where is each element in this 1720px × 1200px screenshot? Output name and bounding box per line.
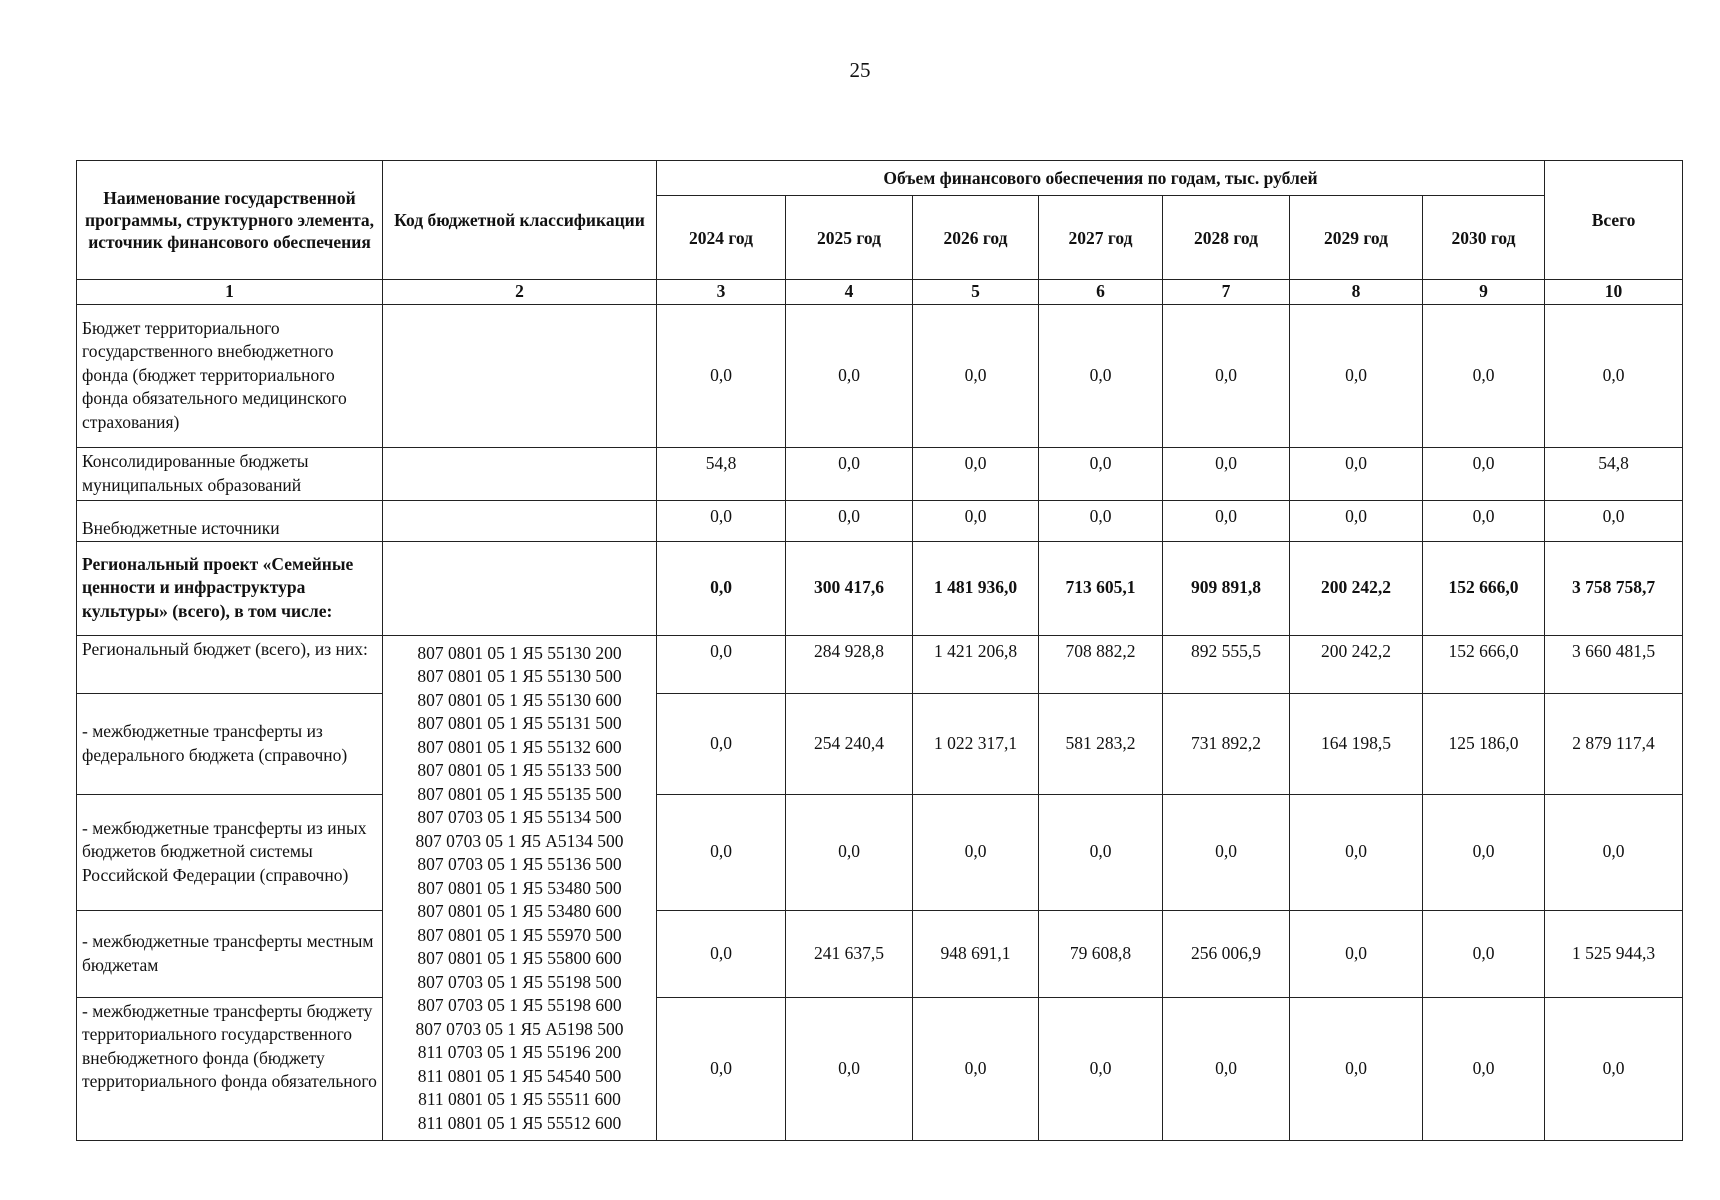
value-cell: 0,0 (1163, 500, 1290, 541)
value-cell: 125 186,0 (1423, 693, 1545, 794)
value-cell: 0,0 (1290, 997, 1423, 1140)
value-cell: 0,0 (1545, 500, 1683, 541)
value-cell: 0,0 (657, 997, 786, 1140)
code-cell (383, 541, 657, 635)
column-number-row (77, 280, 1683, 305)
budget-code: 807 0703 05 1 Я5 А5134 500 (415, 830, 624, 851)
header-year: 2030 год (1423, 196, 1545, 280)
code-cell (383, 304, 657, 447)
budget-code: 807 0703 05 1 Я5 55134 500 (417, 807, 622, 828)
budget-codes-list (388, 640, 651, 1136)
value-cell: 0,0 (1290, 794, 1423, 910)
value-cell: 0,0 (657, 635, 786, 693)
value-cell: 0,0 (1039, 500, 1163, 541)
value-cell: 0,0 (1290, 500, 1423, 541)
budget-code: 807 0703 05 1 Я5 55198 600 (417, 995, 622, 1016)
value-cell: 152 666,0 (1423, 635, 1545, 693)
value-cell: 200 242,2 (1290, 541, 1423, 635)
row-name: Региональный бюджет (всего), из них: (77, 635, 383, 693)
value-cell: 0,0 (1423, 997, 1545, 1140)
value-cell: 0,0 (786, 794, 913, 910)
value-cell: 0,0 (657, 541, 786, 635)
value-cell: 0,0 (1545, 794, 1683, 910)
value-cell: 0,0 (1423, 304, 1545, 447)
value-cell: 0,0 (1423, 500, 1545, 541)
value-cell: 2 879 117,4 (1545, 693, 1683, 794)
row-name: - межбюджетные трансферты из иных бюджетов бюджетной системы Российской Федерации (справочно) (77, 794, 383, 910)
value-cell: 0,0 (1163, 304, 1290, 447)
value-cell: 54,8 (657, 447, 786, 500)
value-cell: 0,0 (657, 794, 786, 910)
column-number: 4 (786, 280, 913, 305)
row-name: - межбюджетные трансферты местным бюджетам (77, 910, 383, 997)
value-cell: 0,0 (1163, 794, 1290, 910)
value-cell: 0,0 (657, 693, 786, 794)
value-cell: 1 481 936,0 (913, 541, 1039, 635)
value-cell: 1 525 944,3 (1545, 910, 1683, 997)
value-cell: 0,0 (786, 304, 913, 447)
value-cell: 0,0 (913, 794, 1039, 910)
budget-code: 807 0703 05 1 Я5 А5198 500 (415, 1018, 624, 1039)
row-name: Консолидированные бюджеты муниципальных образований (77, 447, 383, 500)
column-number: 1 (77, 280, 383, 305)
header-volume: Объем финансового обеспечения по годам, тыс. рублей (657, 161, 1545, 196)
header-year: 2027 год (1039, 196, 1163, 280)
budget-code: 807 0801 05 1 Я5 53480 600 (417, 901, 622, 922)
value-cell: 948 691,1 (913, 910, 1039, 997)
value-cell: 54,8 (1545, 447, 1683, 500)
budget-code: 807 0801 05 1 Я5 55131 500 (417, 713, 622, 734)
value-cell: 708 882,2 (1039, 635, 1163, 693)
budget-code: 807 0801 05 1 Я5 53480 500 (417, 877, 622, 898)
value-cell: 0,0 (786, 500, 913, 541)
table-row (77, 910, 1683, 997)
value-cell: 0,0 (1290, 447, 1423, 500)
table-row (77, 794, 1683, 910)
header-name-column: Наименование государственной программы, структурного элемента, источник финансового обеспечения (77, 161, 383, 280)
value-cell: 581 283,2 (1039, 693, 1163, 794)
row-name: Бюджет территориального государственного внебюджетного фонда (бюджет территориального фонда обязательного медицинского страхования) (77, 304, 383, 447)
table-row (77, 500, 1683, 541)
column-number: 5 (913, 280, 1039, 305)
value-cell: 0,0 (1039, 997, 1163, 1140)
row-name: - межбюджетные трансферты бюджету территориального государственного внебюджетного фонда (бюджету территориального фонда обязательного (77, 997, 383, 1140)
header-code-column: Код бюджетной классификации (383, 161, 657, 280)
value-cell: 892 555,5 (1163, 635, 1290, 693)
header-year: 2028 год (1163, 196, 1290, 280)
value-cell: 0,0 (1423, 794, 1545, 910)
budget-code: 807 0801 05 1 Я5 55130 200 (417, 642, 622, 663)
budget-code: 807 0801 05 1 Я5 55135 500 (417, 783, 622, 804)
code-cell (383, 447, 657, 500)
value-cell: 0,0 (913, 304, 1039, 447)
column-number: 7 (1163, 280, 1290, 305)
budget-code: 807 0801 05 1 Я5 55133 500 (417, 760, 622, 781)
value-cell: 0,0 (1039, 794, 1163, 910)
header-year: 2029 год (1290, 196, 1423, 280)
value-cell: 0,0 (786, 997, 913, 1140)
value-cell: 1 421 206,8 (913, 635, 1039, 693)
header-year: 2024 год (657, 196, 786, 280)
budget-code: 811 0801 05 1 Я5 55511 600 (418, 1089, 621, 1110)
column-number: 3 (657, 280, 786, 305)
value-cell: 3 758 758,7 (1545, 541, 1683, 635)
budget-code: 807 0801 05 1 Я5 55130 600 (417, 689, 622, 710)
table-row (77, 997, 1683, 1140)
value-cell: 0,0 (1423, 447, 1545, 500)
budget-code: 807 0703 05 1 Я5 55136 500 (417, 854, 622, 875)
table-row (77, 541, 1683, 635)
value-cell: 713 605,1 (1039, 541, 1163, 635)
value-cell: 300 417,6 (786, 541, 913, 635)
column-number: 10 (1545, 280, 1683, 305)
value-cell: 731 892,2 (1163, 693, 1290, 794)
column-number: 8 (1290, 280, 1423, 305)
column-number: 9 (1423, 280, 1545, 305)
page-number: 25 (849, 58, 871, 82)
header-year: 2025 год (786, 196, 913, 280)
value-cell: 1 022 317,1 (913, 693, 1039, 794)
table-row (77, 447, 1683, 500)
value-cell: 0,0 (657, 500, 786, 541)
row-name: - межбюджетные трансферты из федерального бюджета (справочно) (77, 693, 383, 794)
budget-code: 807 0801 05 1 Я5 55132 600 (417, 736, 622, 757)
value-cell: 79 608,8 (1039, 910, 1163, 997)
value-cell: 0,0 (657, 304, 786, 447)
value-cell: 909 891,8 (1163, 541, 1290, 635)
value-cell: 0,0 (1290, 910, 1423, 997)
row-name: Внебюджетные источники (77, 500, 383, 541)
column-number: 2 (383, 280, 657, 305)
code-cell (383, 500, 657, 541)
value-cell: 0,0 (1545, 997, 1683, 1140)
value-cell: 200 242,2 (1290, 635, 1423, 693)
budget-code: 811 0703 05 1 Я5 55196 200 (417, 1042, 622, 1063)
value-cell: 0,0 (1039, 447, 1163, 500)
value-cell: 0,0 (913, 997, 1039, 1140)
budget-code: 807 0801 05 1 Я5 55970 500 (417, 924, 622, 945)
budget-code: 807 0703 05 1 Я5 55198 500 (417, 971, 622, 992)
table-row (77, 693, 1683, 794)
table-row (77, 635, 1683, 693)
financing-table (76, 160, 1683, 1141)
value-cell: 0,0 (1163, 997, 1290, 1140)
row-name: Региональный проект «Семейные ценности и инфраструктура культуры» (всего), в том числе: (77, 541, 383, 635)
budget-code: 811 0801 05 1 Я5 54540 500 (417, 1065, 622, 1086)
value-cell: 0,0 (913, 500, 1039, 541)
value-cell: 3 660 481,5 (1545, 635, 1683, 693)
value-cell: 152 666,0 (1423, 541, 1545, 635)
budget-codes-cell (383, 635, 657, 1140)
table-row (77, 304, 1683, 447)
value-cell: 0,0 (657, 910, 786, 997)
column-number: 6 (1039, 280, 1163, 305)
value-cell: 0,0 (1039, 304, 1163, 447)
value-cell: 0,0 (913, 447, 1039, 500)
value-cell: 284 928,8 (786, 635, 913, 693)
budget-code: 811 0801 05 1 Я5 55512 600 (417, 1112, 622, 1133)
value-cell: 0,0 (1423, 910, 1545, 997)
value-cell: 241 637,5 (786, 910, 913, 997)
value-cell: 164 198,5 (1290, 693, 1423, 794)
budget-code: 807 0801 05 1 Я5 55800 600 (417, 948, 622, 969)
value-cell: 0,0 (786, 447, 913, 500)
value-cell: 256 006,9 (1163, 910, 1290, 997)
header-row-1 (77, 161, 1683, 196)
header-total: Всего (1545, 161, 1683, 280)
budget-code: 807 0801 05 1 Я5 55130 500 (417, 666, 622, 687)
header-year: 2026 год (913, 196, 1039, 280)
value-cell: 0,0 (1163, 447, 1290, 500)
value-cell: 0,0 (1290, 304, 1423, 447)
value-cell: 254 240,4 (786, 693, 913, 794)
value-cell: 0,0 (1545, 304, 1683, 447)
